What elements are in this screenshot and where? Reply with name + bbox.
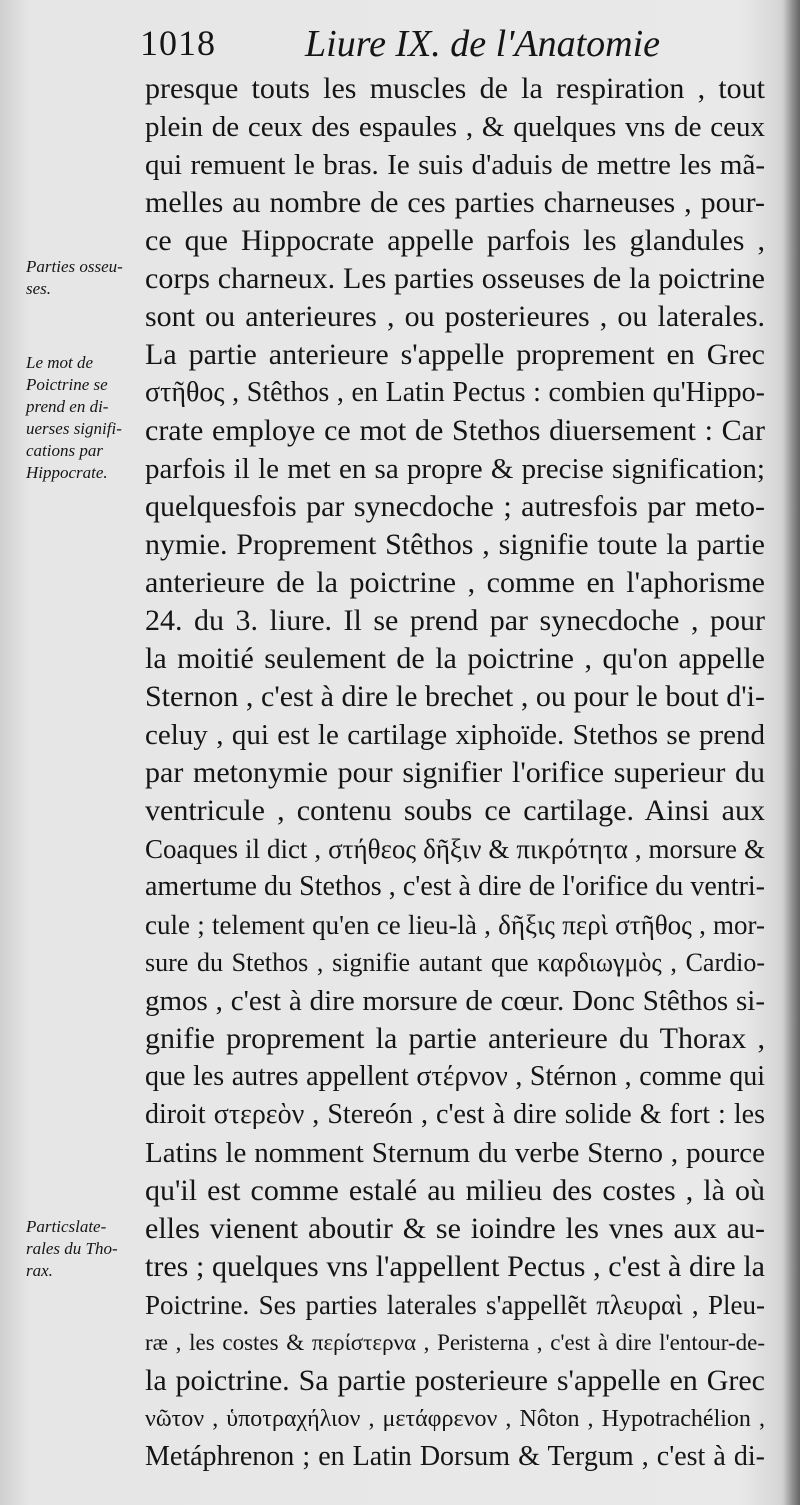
text-line: que les autres appellent στέρνον , Stérnon , comme qui — [145, 1061, 765, 1092]
text-line: στῆθος , Stêthos , en Latin Pectus : combien qu'Hippo- — [145, 377, 765, 408]
margin-note-parties-osseuses — [26, 256, 146, 300]
margin-note-parties-laterales — [26, 1216, 146, 1282]
page-header — [140, 18, 780, 70]
margin-note-line: Particslate- — [26, 1217, 107, 1236]
text-line: Metáphrenon ; en Latin Dorsum & Tergum , c'est à di- — [145, 1441, 765, 1472]
margin-note-line: Le mot de — [26, 353, 94, 372]
text-line: melles au nombre de ces parties charneuses , pour- — [145, 186, 765, 219]
text-line: nymie. Proprement Stêthos , signifie toute la partie — [145, 528, 765, 561]
text-line: plein de ceux des espaules , & quelques vns de ceux — [145, 111, 765, 143]
text-line: Coaques il dict , στήθεος δῆξιν & πικρότητα , morsure & — [145, 834, 765, 864]
text-line: Poictrine. Ses parties laterales s'appellẽt πλευραὶ , Pleu- — [145, 1290, 765, 1320]
text-line: amertume du Stethos , c'est à dire de l'orifice du ventri- — [145, 871, 765, 902]
main-text-column — [145, 70, 765, 1476]
text-line: parfois il le met en sa propre & precise signification; — [145, 453, 765, 485]
text-line: celuy , qui est le cartilage xiphoïde. Stethos se prend — [145, 719, 765, 751]
text-line: tres ; quelques vns l'appellent Pectus , c'est à dire la — [145, 1250, 765, 1283]
text-line: presque touts les muscles de la respiration , tout — [145, 72, 765, 105]
text-line: gnifie proprement la partie anterieure du Thorax , — [145, 1022, 765, 1055]
text-line: cule ; telement qu'en ce lieu-là , δῆξις περὶ στῆθος , mor- — [145, 910, 765, 940]
text-line: corps charneux. Les parties osseuses de la poictrine — [145, 262, 765, 295]
text-line: gmos , c'est à dire morsure de cœur. Donc Stêthos si- — [145, 985, 765, 1017]
margin-note-line: ses. — [26, 279, 52, 298]
text-line: diroit στερεὸν , Stereón , c'est à dire solide & fort : les — [145, 1099, 765, 1130]
text-line: crate employe ce mot de Stethos diuersement : Car — [145, 414, 765, 447]
margin-note-line: Parties osseu- — [26, 257, 123, 276]
margin-note-line: Hippocrate. — [26, 463, 108, 482]
margin-note-line: uerses signifi- — [26, 419, 122, 438]
text-line: la moitié seulement de la poictrine , qu'on appelle — [145, 642, 765, 675]
text-line: 24. du 3. liure. Il se prend par synecdoche , pour — [145, 604, 765, 637]
margin-note-line: rax. — [26, 1261, 53, 1280]
text-line: Latins le nomment Sternum du verbe Sterno , pource — [145, 1137, 765, 1169]
text-line: νῶτον , ὑποτραχήλιον , μετάφρενον , Nôton , Hypotrachélion , — [145, 1406, 765, 1432]
text-line: elles vienent aboutir & se ioindre les vnes aux au- — [145, 1212, 765, 1245]
text-line: Sternon , c'est à dire le brechet , ou pour le bout d'i- — [145, 680, 765, 713]
margin-note-line: Poictrine se — [26, 375, 108, 394]
text-line: par metonymie pour signifier l'orifice superieur du — [145, 756, 765, 789]
margin-note-line: prend en di- — [26, 397, 109, 416]
margin-note-line: cations par — [26, 441, 103, 460]
margin-note-mot-poictrine — [26, 352, 146, 484]
text-line: sont ou anterieures , ou posterieures , ou laterales. — [145, 300, 765, 333]
page-edge-shadow — [784, 0, 800, 1505]
page-number: 1018 — [140, 23, 216, 63]
text-line: ventricule , contenu soubs ce cartilage. Ainsi aux — [145, 794, 765, 827]
text-line: qui remuent le bras. Ie suis d'aduis de mettre les mã- — [145, 149, 765, 181]
text-line: la poictrine. Sa partie posterieure s'appelle en Grec — [145, 1364, 765, 1397]
text-line: ce que Hippocrate appelle parfois les glandules , — [145, 224, 765, 257]
text-line: quelquesfois par synecdoche ; autresfois par meto- — [145, 490, 765, 523]
text-line: ræ , les costes & περίστερνα , Peristerna , c'est à dire l'entour-de- — [145, 1330, 765, 1355]
text-line: La partie anterieure s'appelle proprement en Grec — [145, 338, 765, 371]
text-line: qu'il est comme estalé au milieu des costes , là où — [145, 1174, 765, 1207]
running-title: Liure IX. de l'Anatomie — [305, 23, 660, 65]
text-line: sure du Stethos , signifie autant que καρδιωγμὸς , Cardio- — [145, 948, 765, 977]
text-line: anterieure de la poictrine , comme en l'aphorisme — [145, 566, 765, 599]
margin-note-line: rales du Tho- — [26, 1239, 118, 1258]
